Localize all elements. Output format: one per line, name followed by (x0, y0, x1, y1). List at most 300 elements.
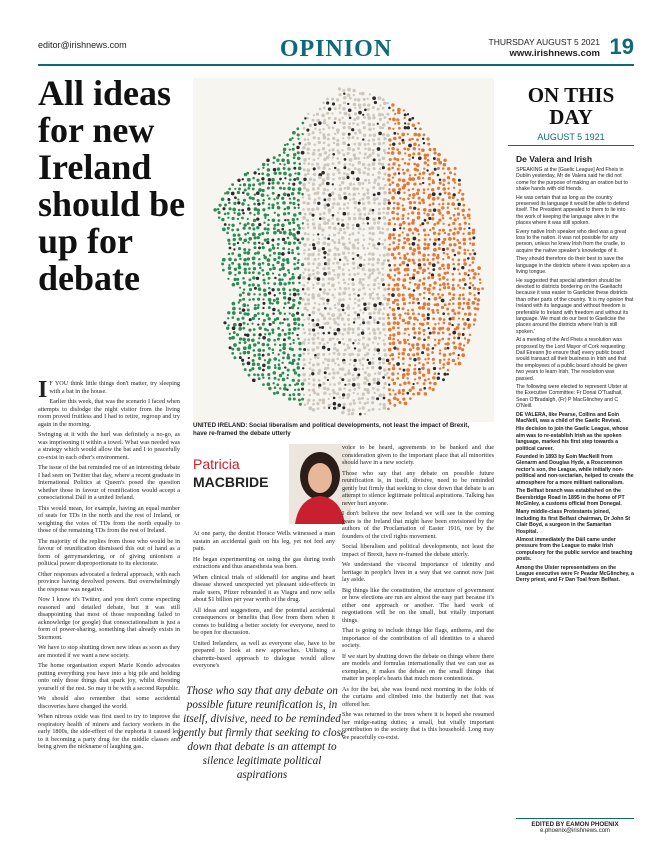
map-figure-dot (377, 176, 381, 180)
map-figure-dot (453, 187, 455, 189)
map-figure-dot (378, 393, 382, 397)
map-figure-dot (412, 276, 415, 279)
map-figure-dot (257, 199, 260, 202)
map-figure-dot (262, 302, 265, 305)
map-figure-dot (393, 268, 396, 271)
map-figure-dot (247, 309, 250, 312)
map-figure-dot (347, 346, 350, 349)
map-figure-dot (342, 251, 345, 254)
map-figure-dot (297, 337, 299, 339)
paragraph: That is going to include things like flags, anthems, and the importance of the contribution of all identities to a shared society. (342, 627, 494, 649)
map-figure-dot (439, 352, 442, 355)
map-figure-dot (423, 212, 425, 214)
image-caption: UNITED IRELAND: Social liberalism and political developments, not least the impact of Brexit, have re-framed the debate utterly (193, 422, 470, 437)
map-figure-dot (428, 262, 431, 265)
map-figure-dot (383, 307, 386, 310)
map-figure-dot (412, 193, 416, 197)
map-figure-dot (283, 292, 286, 295)
map-figure-dot (396, 246, 400, 250)
map-figure-dot (463, 344, 465, 346)
header-url: www.irishnews.com (509, 48, 600, 59)
map-figure-dot (237, 201, 240, 204)
map-figure-dot (431, 171, 434, 174)
map-figure-dot (409, 397, 412, 400)
map-figure-dot (438, 243, 440, 245)
map-figure-dot (258, 272, 261, 275)
map-figure-dot (279, 268, 282, 271)
map-figure-dot (246, 312, 249, 315)
map-figure-dot (468, 227, 470, 229)
map-figure-dot (319, 108, 322, 111)
map-figure-dot (317, 241, 321, 245)
map-figure-dot (328, 277, 331, 280)
map-figure-dot (392, 217, 395, 220)
map-figure-dot (272, 206, 275, 209)
map-figure-dot (436, 256, 440, 260)
map-figure-dot (452, 303, 455, 306)
map-figure-dot (226, 327, 229, 330)
map-figure-dot (398, 234, 401, 237)
map-figure-dot (351, 353, 354, 356)
map-figure-dot (397, 299, 400, 302)
map-figure-dot (382, 216, 386, 220)
map-figure-dot (309, 178, 312, 181)
map-figure-dot (437, 197, 440, 200)
map-figure-dot (303, 328, 305, 330)
map-figure-dot (443, 286, 446, 289)
map-figure-dot (457, 323, 460, 326)
map-figure-dot (332, 162, 335, 165)
map-figure-dot (362, 318, 365, 321)
map-figure-dot (353, 183, 355, 185)
map-figure-dot (427, 137, 430, 140)
map-figure-dot (257, 312, 260, 315)
map-figure-dot (276, 383, 279, 386)
map-figure-dot (329, 383, 331, 385)
map-figure-dot (332, 222, 335, 225)
map-figure-dot (434, 323, 436, 325)
map-figure-dot (324, 203, 327, 206)
map-figure-dot (344, 312, 347, 315)
map-figure-dot (299, 403, 302, 406)
map-figure-dot (307, 194, 310, 197)
map-figure-dot (273, 258, 276, 261)
map-figure-dot (242, 227, 245, 230)
map-figure-dot (401, 133, 405, 137)
map-figure-dot (361, 92, 365, 96)
map-figure-dot (294, 389, 296, 391)
map-figure-dot (247, 187, 250, 190)
map-figure-dot (273, 392, 276, 395)
map-figure-dot (327, 253, 330, 256)
map-figure-dot (268, 332, 271, 335)
map-figure-dot (439, 179, 442, 182)
map-figure-dot (267, 373, 270, 376)
map-figure-dot (351, 232, 354, 235)
map-figure-dot (331, 148, 334, 151)
map-figure-dot (417, 133, 421, 137)
map-figure-dot (362, 114, 364, 116)
map-figure-dot (289, 201, 292, 204)
map-figure-dot (344, 196, 348, 200)
map-figure-dot (302, 367, 304, 369)
map-figure-dot (308, 406, 312, 410)
map-figure-dot (257, 212, 260, 215)
map-figure-dot (254, 287, 257, 290)
map-figure-dot (356, 177, 360, 181)
map-figure-dot (388, 293, 391, 296)
map-figure-dot (413, 289, 416, 292)
paragraph: At one party, the dentist Horace Wells witnessed a man sustain an accidental gash on his leg, yet not feel any pain. (193, 530, 335, 552)
map-figure-dot (417, 357, 421, 361)
map-figure-dot (304, 403, 307, 406)
map-figure-dot (298, 181, 301, 184)
map-figure-dot (297, 393, 300, 396)
map-figure-dot (244, 368, 247, 371)
map-figure-dot (261, 177, 264, 180)
map-figure-dot (328, 398, 330, 400)
map-figure-dot (261, 232, 264, 235)
map-figure-dot (392, 326, 395, 329)
map-figure-dot (376, 397, 379, 400)
map-figure-dot (333, 402, 337, 406)
map-figure-dot (291, 137, 293, 139)
map-figure-dot (468, 269, 471, 272)
map-figure-dot (383, 403, 386, 406)
map-figure-dot (382, 178, 385, 181)
map-figure-dot (348, 193, 351, 196)
map-figure-dot (411, 252, 414, 255)
map-figure-dot (376, 293, 379, 296)
map-figure-dot (431, 276, 434, 279)
map-figure-dot (292, 188, 295, 191)
map-figure-dot (423, 228, 426, 231)
map-figure-dot (386, 372, 388, 374)
map-figure-dot (272, 192, 275, 195)
map-figure-dot (337, 161, 340, 164)
map-figure-dot (409, 174, 411, 176)
map-figure-dot (303, 178, 306, 181)
map-figure-dot (391, 293, 395, 297)
map-figure-dot (393, 317, 397, 321)
map-figure-dot (377, 321, 380, 324)
map-figure-dot (362, 182, 365, 185)
map-figure-dot (317, 308, 320, 311)
map-figure-dot (268, 277, 271, 280)
map-figure-dot (407, 321, 411, 325)
map-figure-dot (262, 383, 265, 386)
map-figure-dot (328, 289, 330, 291)
map-figure-dot (339, 111, 342, 114)
map-figure-dot (346, 396, 349, 399)
map-figure-dot (356, 224, 360, 228)
map-figure-dot (307, 338, 310, 341)
paragraph: voice to be heard, agreements to be banked and due consideration given to the important place that all minorities should have in a new society. (342, 444, 494, 466)
map-figure-dot (402, 376, 405, 379)
map-figure-dot (452, 284, 455, 287)
map-figure-dot (352, 252, 355, 255)
map-figure-dot (461, 348, 464, 351)
map-figure-dot (284, 144, 286, 146)
map-figure-dot (396, 217, 399, 220)
map-figure-dot (281, 267, 285, 271)
map-figure-dot (352, 246, 356, 250)
map-figure-dot (354, 239, 357, 242)
map-figure-dot (314, 354, 317, 357)
map-figure-dot (452, 341, 455, 344)
map-figure-dot (444, 191, 447, 194)
map-figure-dot (441, 206, 444, 209)
map-figure-dot (248, 267, 251, 270)
map-figure-dot (342, 333, 345, 336)
map-figure-dot (429, 204, 432, 207)
map-figure-dot (473, 272, 477, 276)
map-figure-dot (288, 222, 291, 225)
map-figure-dot (406, 182, 410, 186)
map-figure-dot (293, 156, 296, 159)
map-figure-dot (352, 89, 356, 93)
map-figure-dot (449, 229, 452, 232)
map-figure-dot (462, 308, 465, 311)
map-figure-dot (417, 246, 421, 250)
map-figure-dot (354, 167, 357, 170)
map-figure-dot (434, 344, 437, 347)
map-figure-dot (282, 238, 285, 241)
map-figure-dot (458, 354, 460, 356)
map-figure-dot (437, 167, 440, 170)
paragraph: United Irelanders, as well as everyone else, have to be prepared to look at new approaches. Utilising a charrette-based approach to dialogue would allow everyone's (193, 639, 335, 669)
map-figure-dot (302, 201, 305, 204)
map-figure-dot (316, 346, 319, 349)
map-figure-dot (283, 172, 287, 176)
map-figure-dot (272, 161, 274, 163)
map-figure-dot (458, 192, 460, 194)
map-figure-dot (462, 278, 465, 281)
map-figure-dot (273, 224, 276, 227)
map-figure-dot (423, 382, 426, 385)
map-figure-dot (368, 243, 370, 245)
map-figure-dot (379, 167, 382, 170)
map-figure-dot (448, 224, 451, 227)
map-figure-dot (367, 247, 369, 249)
map-figure-dot (372, 162, 376, 166)
map-figure-dot (421, 314, 425, 318)
map-figure-dot (239, 184, 241, 186)
map-figure-dot (243, 281, 247, 285)
map-figure-dot (366, 156, 369, 159)
map-figure-dot (439, 288, 442, 291)
map-figure-dot (297, 261, 300, 264)
map-figure-dot (352, 164, 355, 167)
map-figure-dot (237, 234, 240, 237)
map-figure-dot (373, 288, 375, 290)
map-figure-dot (453, 214, 456, 217)
map-figure-dot (251, 339, 255, 343)
map-figure-dot (312, 284, 314, 286)
map-figure-dot (322, 147, 325, 150)
article-column-3 (342, 444, 494, 744)
map-figure-dot (251, 322, 253, 324)
map-figure-dot (457, 212, 460, 215)
map-figure-dot (402, 348, 405, 351)
map-figure-dot (406, 264, 409, 267)
map-figure-dot (413, 371, 417, 375)
map-figure-dot (284, 313, 286, 315)
map-figure-dot (227, 311, 230, 314)
map-figure-dot (344, 158, 347, 161)
map-figure-dot (421, 323, 425, 327)
map-figure-dot (346, 259, 349, 262)
map-figure-dot (306, 287, 309, 290)
map-figure-dot (241, 317, 244, 320)
map-figure-dot (393, 397, 397, 401)
map-figure-dot (283, 307, 285, 309)
map-figure-dot (382, 358, 385, 361)
map-figure-dot (463, 216, 466, 219)
map-figure-dot (349, 402, 352, 405)
map-figure-dot (318, 141, 321, 144)
paragraph: The issue of the bat reminded me of an interesting debate I had seen on Twitter that day, where a recent graduate in International Politics at Queen's posed the question whether those in favour of reunification would accept a consociational Dáil in a united Ireland. (38, 464, 180, 501)
map-figure-dot (367, 147, 371, 151)
map-figure-dot (397, 293, 401, 297)
map-figure-dot (306, 168, 310, 172)
map-figure-dot (343, 323, 346, 326)
map-figure-dot (412, 157, 414, 159)
map-figure-dot (352, 227, 355, 230)
map-figure-dot (303, 319, 305, 321)
map-figure-dot (408, 118, 411, 121)
map-figure-dot (392, 241, 395, 244)
map-figure-dot (366, 196, 370, 200)
map-figure-dot (378, 357, 381, 360)
map-figure-dot (427, 288, 431, 292)
map-figure-dot (434, 297, 438, 301)
map-figure-dot (337, 352, 341, 356)
map-figure-dot (406, 252, 409, 255)
map-figure-dot (423, 188, 426, 191)
map-figure-dot (259, 293, 261, 295)
map-figure-dot (393, 347, 396, 350)
map-figure-dot (273, 231, 277, 235)
map-figure-dot (372, 328, 376, 332)
map-figure-dot (364, 402, 367, 405)
map-figure-dot (281, 252, 285, 256)
map-figure-dot (424, 392, 428, 396)
map-figure-dot (408, 144, 412, 148)
map-figure-dot (264, 213, 268, 217)
map-figure-dot (249, 369, 252, 372)
map-figure-dot (457, 207, 460, 210)
map-figure-dot (308, 133, 311, 136)
map-figure-dot (361, 283, 364, 286)
map-figure-dot (332, 183, 334, 185)
map-figure-dot (406, 368, 410, 372)
map-figure-dot (458, 362, 462, 366)
map-figure-dot (284, 177, 286, 179)
map-figure-dot (287, 167, 290, 170)
map-figure-dot (394, 123, 396, 125)
map-figure-dot (233, 238, 236, 241)
map-figure-dot (288, 282, 291, 285)
map-figure-dot (307, 117, 309, 119)
map-figure-dot (411, 386, 415, 390)
map-figure-dot (317, 262, 321, 266)
map-figure-dot (331, 293, 334, 296)
map-figure-dot (434, 372, 437, 375)
map-figure-dot (248, 284, 251, 287)
map-figure-dot (464, 283, 467, 286)
map-figure-dot (267, 263, 270, 266)
map-figure-dot (303, 249, 306, 252)
map-figure-dot (428, 209, 431, 212)
map-figure-dot (238, 323, 242, 327)
map-figure-dot (411, 117, 414, 120)
map-figure-dot (393, 247, 396, 250)
map-figure-dot (291, 251, 294, 254)
map-figure-dot (317, 337, 320, 340)
map-figure-dot (462, 297, 465, 300)
map-figure-dot (422, 182, 424, 184)
map-figure-dot (353, 177, 356, 180)
map-figure-dot (284, 208, 287, 211)
map-figure-dot (327, 189, 330, 192)
map-figure-dot (388, 127, 391, 130)
map-figure-dot (243, 238, 247, 242)
paragraph: When nitrous oxide was first used to try to improve the respiratory health of miners and factory workers in the early 1800s, the side-effect of the euphoria it caused led to it becoming a party drug for the middle classes and being given the nickname of laughing gas. (38, 713, 180, 750)
map-figure-dot (327, 133, 330, 136)
map-figure-dot (302, 288, 305, 291)
map-figure-dot (449, 299, 451, 301)
map-figure-dot (373, 158, 376, 161)
map-figure-dot (388, 163, 391, 166)
map-figure-dot (424, 243, 427, 246)
map-figure-dot (397, 372, 399, 374)
map-figure-dot (413, 358, 416, 361)
map-figure-dot (358, 339, 361, 342)
map-figure-dot (233, 331, 236, 334)
map-figure-dot (332, 137, 335, 140)
map-figure-dot (308, 273, 312, 277)
map-figure-dot (266, 343, 269, 346)
map-figure-dot (328, 226, 331, 229)
paragraph: Now I know it's Twitter, and you don't come expecting reasoned and detailed debate, but it was still disappointing that most of those responding failed to acknowledge (or google) that consociationalism is just a form of power-sharing, something that already exists in Stormont. (38, 596, 180, 641)
map-figure-dot (354, 98, 357, 101)
map-figure-dot (292, 148, 295, 151)
map-figure-dot (392, 333, 395, 336)
map-figure-dot (298, 276, 301, 279)
map-figure-dot (427, 196, 430, 199)
map-figure-dot (409, 357, 412, 360)
map-figure-dot (377, 311, 380, 314)
map-figure-dot (348, 241, 351, 244)
map-figure-dot (343, 403, 346, 406)
map-figure-dot (423, 277, 426, 280)
map-figure-dot (276, 297, 279, 300)
map-figure-dot (292, 273, 295, 276)
map-figure-dot (411, 177, 415, 181)
map-figure-dot (297, 191, 300, 194)
map-figure-dot (388, 248, 391, 251)
map-figure-dot (457, 311, 460, 314)
map-figure-dot (413, 143, 417, 147)
map-figure-dot (278, 278, 281, 281)
map-figure-dot (412, 297, 415, 300)
map-figure-dot (467, 274, 469, 276)
map-figure-dot (316, 163, 319, 166)
map-figure-dot (246, 251, 250, 255)
map-figure-dot (432, 362, 434, 364)
sidebar-title: ON THIS DAY (527, 83, 615, 129)
